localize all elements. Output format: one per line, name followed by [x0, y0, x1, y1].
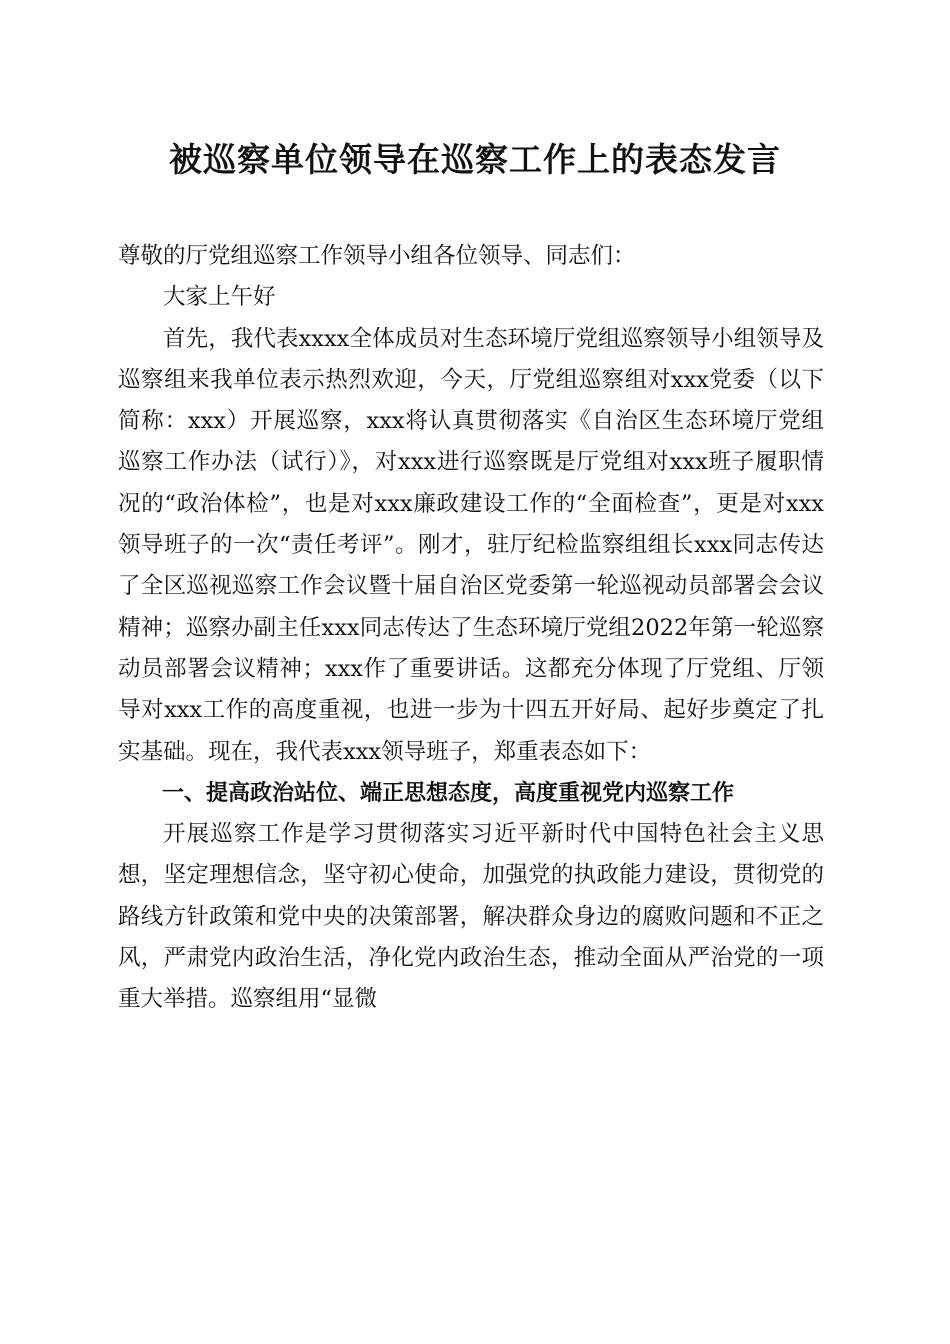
section-heading: 一、提高政治站位、端正思想态度，高度重视党内巡察工作 — [162, 780, 735, 806]
greeting: 大家上午好 — [163, 284, 276, 311]
paragraph-section-1: 开展巡察工作是学习贯彻落实习近平新时代中国特色社会主义思想，坚定理想信念，坚守初心使命，加强党的执政能力建设，贯彻党的路线方针政策和党中央的决策部署，解决群众身边的腐败问题和不正之风，严肃党内政治生活，净化党内政治生态，推动全面从严治党的一项重大举措。巡察组用“显微 — [118, 821, 824, 1013]
document-body — [118, 236, 824, 1021]
paragraph-opening: 首先，我代表xxxx全体成员对生态环境厅党组巡察领导小组领导及巡察组来我单位表示热烈欢迎，今天，厅党组巡察组对xxx党委（以下简称：xxx）开展巡察，xxx将认真贯彻落实《自治区生态环境厅党组巡察工作办法（试行）》，对xxx进行巡察既是厅党组对xxx班子履职情况的“政治体检”，也是对xxx廉政建设工作的“全面检查”，更是对xxx领导班子的一次“责任考评”。刚才，驻厅纪检监察组组长xxx同志传达了全区巡视巡察工作会议暨十届自治区党委第一轮巡视动员部署会会议精神；巡察办副主任xxx同志传达了生态环境厅党组2022年第一轮巡察动员部署会议精神；xxx作了重要讲话。这都充分体现了厅党组、厅领导对xxx工作的高度重视，也进一步为十四五开好局、起好步奠定了扎实基础。现在，我代表xxx领导班子，郑重表态如下： — [118, 325, 824, 765]
salutation: 尊敬的厅党组巡察工作领导小组各位领导、同志们： — [118, 243, 636, 269]
document-title: 被巡察单位领导在巡察工作上的表态发言 — [169, 140, 781, 179]
